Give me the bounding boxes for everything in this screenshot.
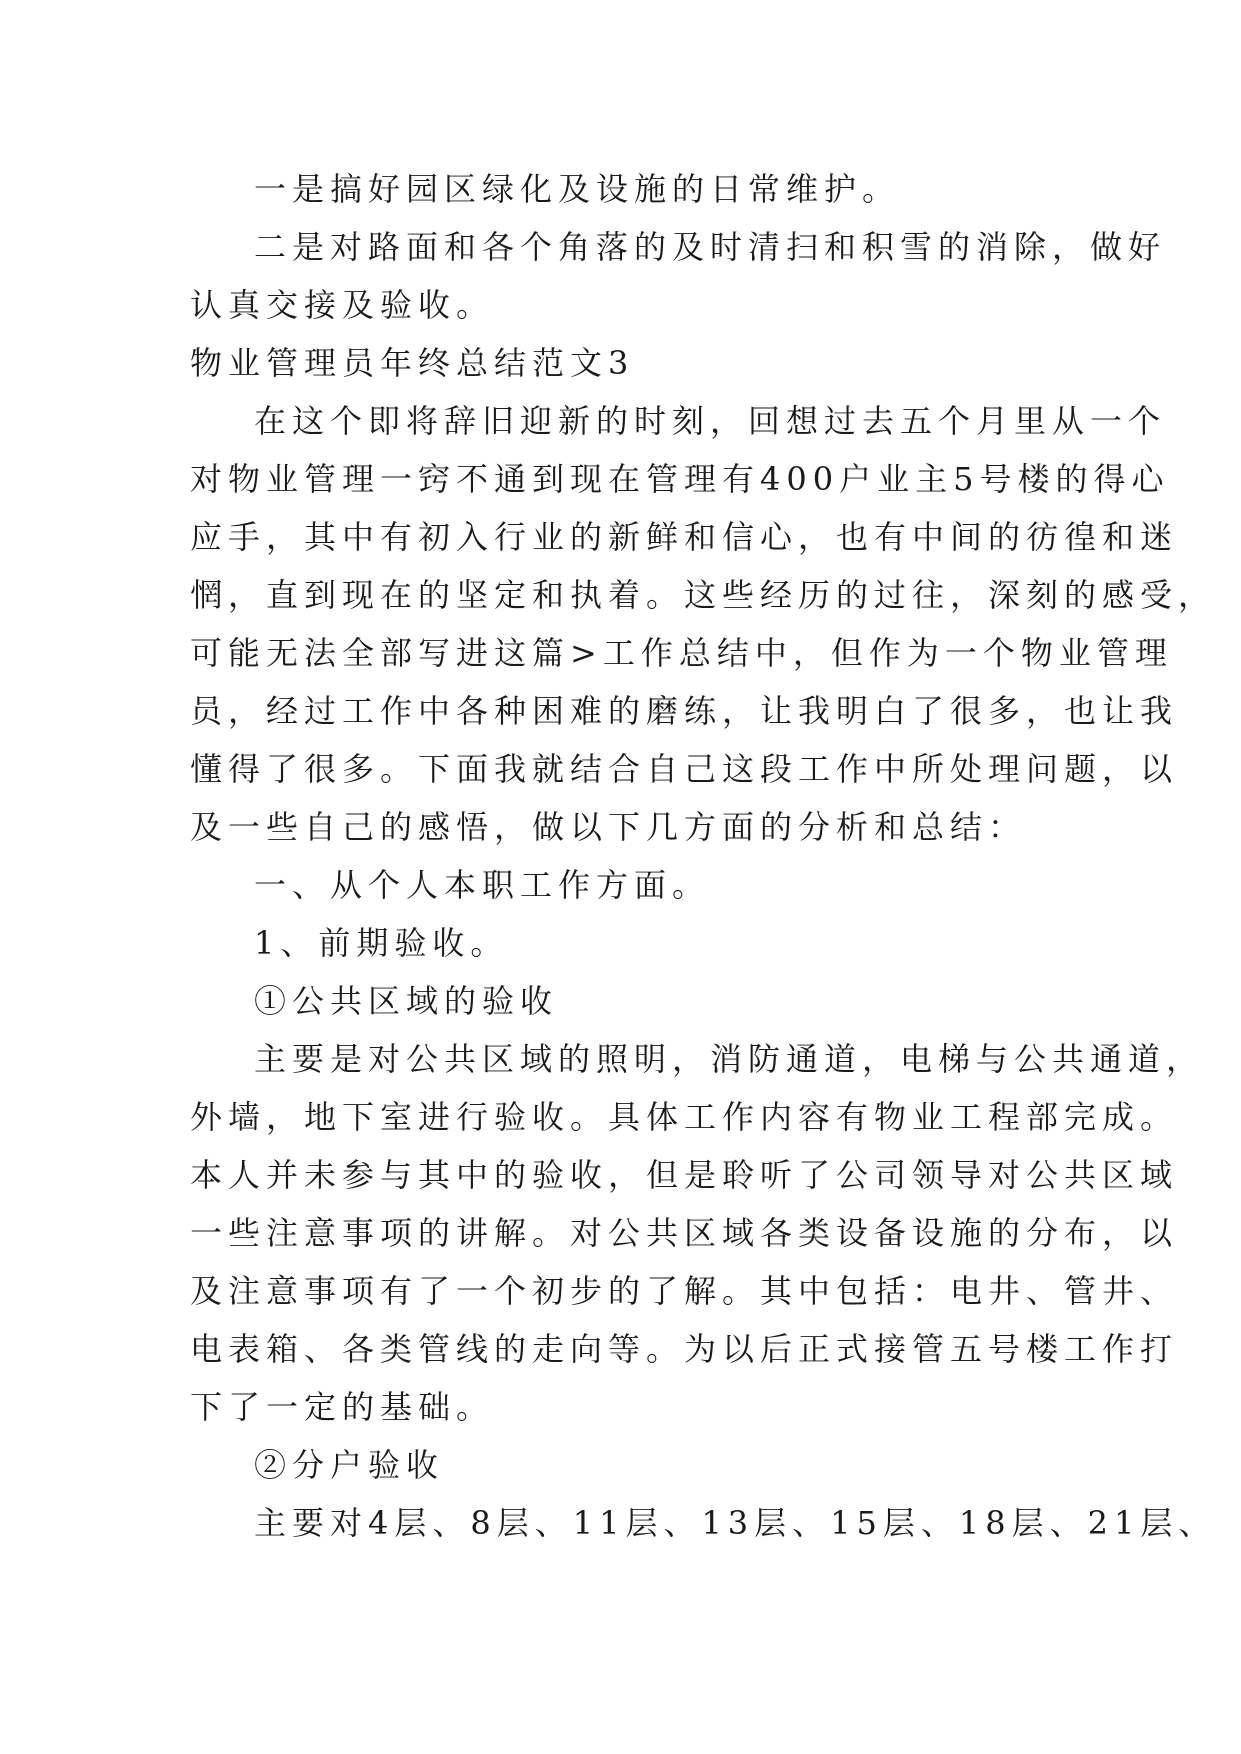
paragraph-line: 及一些自己的感悟，做以下几方面的分析和总结： (190, 808, 1027, 846)
heading-line: ①公共区域的验收 (254, 982, 559, 1020)
paragraph-line: 主要对4层、8层、11层、13层、15层、18层、21层、 (254, 1504, 1217, 1542)
heading-line: ②分户验收 (254, 1446, 445, 1484)
paragraph-line: 外墙，地下室进行验收。具体工作内容有物业工程部完成。 (190, 1098, 1179, 1136)
paragraph-line: 及注意事项有了一个初步的了解。其中包括：电井、管井、 (190, 1272, 1179, 1310)
paragraph-line: 二是对路面和各个角落的及时清扫和积雪的消除，做好 (254, 228, 1167, 266)
paragraph-line: 认真交接及验收。 (190, 286, 495, 324)
paragraph-line: 员，经过工作中各种困难的磨练，让我明白了很多，也让我 (190, 692, 1179, 730)
paragraph-line: 在这个即将辞旧迎新的时刻，回想过去五个月里从一个 (254, 402, 1167, 440)
section-title: 物业管理员年终总结范文3 (190, 344, 635, 382)
paragraph-line: 下了一定的基础。 (190, 1388, 495, 1426)
paragraph-line: 主要是对公共区域的照明，消防通道，电梯与公共通道， (254, 1040, 1205, 1078)
paragraph-line: 本人并未参与其中的验收，但是聆听了公司领导对公共区域 (190, 1156, 1179, 1194)
paragraph-line: 懂得了很多。下面我就结合自己这段工作中所处理问题，以 (190, 750, 1179, 788)
paragraph-line: 一是搞好园区绿化及设施的日常维护。 (254, 170, 901, 208)
paragraph-line: 一些注意事项的讲解。对公共区域各类设备设施的分布，以 (190, 1214, 1179, 1252)
paragraph-line: 对物业管理一窍不通到现在管理有400户业主5号楼的得心 (190, 460, 1170, 498)
heading-line: 1、前期验收。 (254, 924, 509, 962)
document-body (190, 160, 1217, 1552)
paragraph-line: 电表箱、各类管线的走向等。为以后正式接管五号楼工作打 (190, 1330, 1179, 1368)
heading-line: 一、从个人本职工作方面。 (254, 866, 711, 904)
paragraph-line: 应手，其中有初入行业的新鲜和信心，也有中间的彷徨和迷 (190, 518, 1179, 556)
paragraph-line: 可能无法全部写进这篇>工作总结中，但作为一个物业管理 (190, 634, 1173, 672)
paragraph-line: 惘，直到现在的坚定和执着。这些经历的过往，深刻的感受， (190, 576, 1217, 614)
